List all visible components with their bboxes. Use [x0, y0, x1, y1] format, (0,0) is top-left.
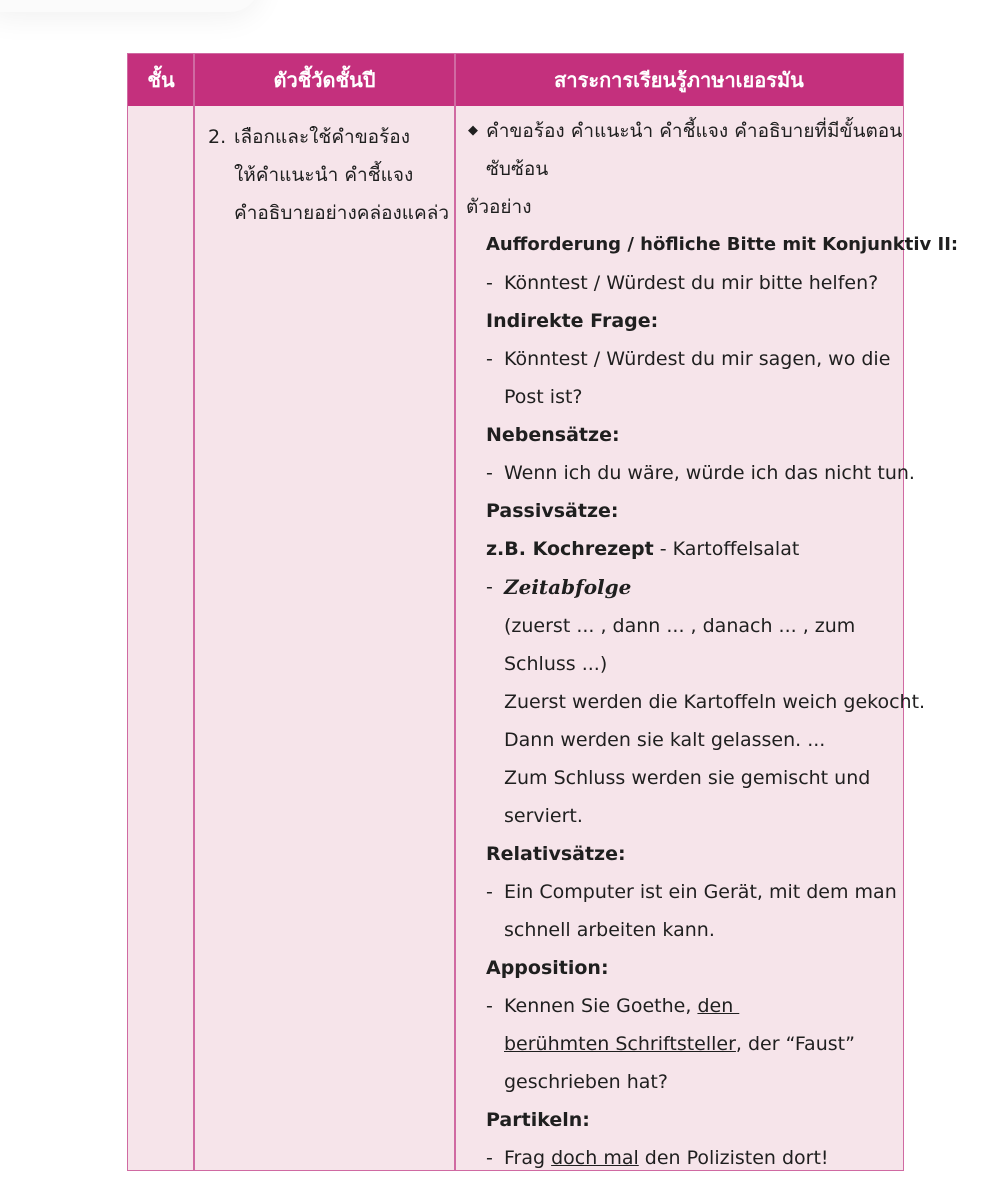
underlined-text: berühmten Schriftsteller	[504, 1033, 736, 1055]
example-text-cont: Post ist?	[504, 386, 583, 408]
section-title: Partikeln:	[486, 1109, 590, 1131]
underlined-text: den	[697, 995, 740, 1017]
example-item	[466, 568, 904, 607]
header-indicator: ตัวชี้วัดชั้นปี	[273, 68, 376, 92]
column-divider-2	[454, 54, 456, 1170]
example-item	[466, 1139, 904, 1177]
section-title: Relativsätze:	[486, 843, 626, 865]
bullet-text-cont: ซับซ้อน	[486, 158, 549, 180]
section-title: Aufforderung / höfliche Bitte mit Konjunktiv II:	[486, 234, 959, 255]
example-text-cont: Zum Schluss werden sie gemischt und	[504, 767, 871, 789]
dash: -	[486, 348, 493, 370]
example-item	[466, 454, 915, 492]
dash: -	[486, 272, 493, 294]
indicator-line: เลือกและใช้คำขอร้อง	[234, 126, 410, 148]
section-title: Passivsätze:	[486, 500, 619, 522]
example-text: Wenn ich du wäre, würde ich das nicht tun.	[504, 462, 915, 484]
section-title: Nebensätze:	[486, 424, 620, 446]
column-divider-1	[193, 54, 195, 1170]
example-text: Könntest / Würdest du mir sagen, wo die	[504, 348, 891, 370]
example-item	[466, 873, 904, 911]
indicator-cell	[208, 118, 449, 232]
example-text-cont: (zuerst ... , dann ... , danach ... , zum	[504, 615, 856, 637]
underlined-text: doch mal	[551, 1147, 639, 1169]
zb-label: z.B. Kochrezept	[486, 538, 654, 560]
dash: -	[486, 1147, 493, 1169]
bullet-text: คำขอร้อง คำแนะนำ คำชี้แจง คำอธิบายที่มีขั้นตอน	[486, 120, 903, 142]
example-text-cont: Schluss ...)	[504, 653, 608, 675]
dash: -	[486, 462, 493, 484]
example-text-cont: Dann werden sie kalt gelassen. ...	[504, 729, 826, 751]
example-label: ตัวอย่าง	[466, 196, 532, 218]
example-text-cont: serviert.	[504, 805, 583, 827]
dash: -	[486, 576, 493, 598]
section-title: Indirekte Frage:	[486, 310, 659, 332]
example-zb	[466, 530, 904, 568]
dash: -	[486, 995, 493, 1017]
table-header-row	[128, 54, 903, 106]
bullet-item	[466, 112, 904, 150]
script-heading: Zeitabfolge	[504, 575, 632, 599]
example-text: den Polizisten dort!	[638, 1147, 829, 1169]
example-text: Ein Computer ist ein Gerät, mit dem man	[504, 881, 897, 903]
diamond-bullet-icon: ◆	[468, 123, 478, 138]
content-cell	[466, 112, 959, 1177]
indicator-number: 2.	[208, 126, 227, 148]
example-text: Könntest / Würdest du mir bitte helfen?	[504, 272, 879, 294]
example-item	[466, 987, 904, 1025]
indicator-line: ให้คำแนะนำ คำชี้แจง	[234, 164, 414, 186]
dash: -	[486, 881, 493, 903]
example-text-cont: Zuerst werden die Kartoffeln weich gekocht.	[504, 691, 926, 713]
section-title: Apposition:	[486, 957, 609, 979]
header-level: ชั้น	[147, 68, 175, 92]
page-corner-shadow	[0, 0, 260, 12]
example-item	[466, 264, 904, 302]
example-text: Kennen Sie Goethe,	[504, 995, 698, 1017]
zb-text: - Kartoffelsalat	[659, 538, 800, 560]
example-text-cont: schnell arbeiten kann.	[504, 919, 715, 941]
example-text: , der “Faust”	[735, 1033, 855, 1055]
example-text-cont	[466, 1025, 904, 1063]
indicator-line: คำอธิบายอย่างคล่องแคล่ว	[234, 202, 450, 224]
example-item	[466, 340, 904, 378]
example-text: Frag	[504, 1147, 552, 1169]
header-content: สาระการเรียนรู้ภาษาเยอรมัน	[554, 68, 804, 92]
example-text-cont: geschrieben hat?	[504, 1071, 668, 1093]
curriculum-table	[127, 53, 959, 1171]
